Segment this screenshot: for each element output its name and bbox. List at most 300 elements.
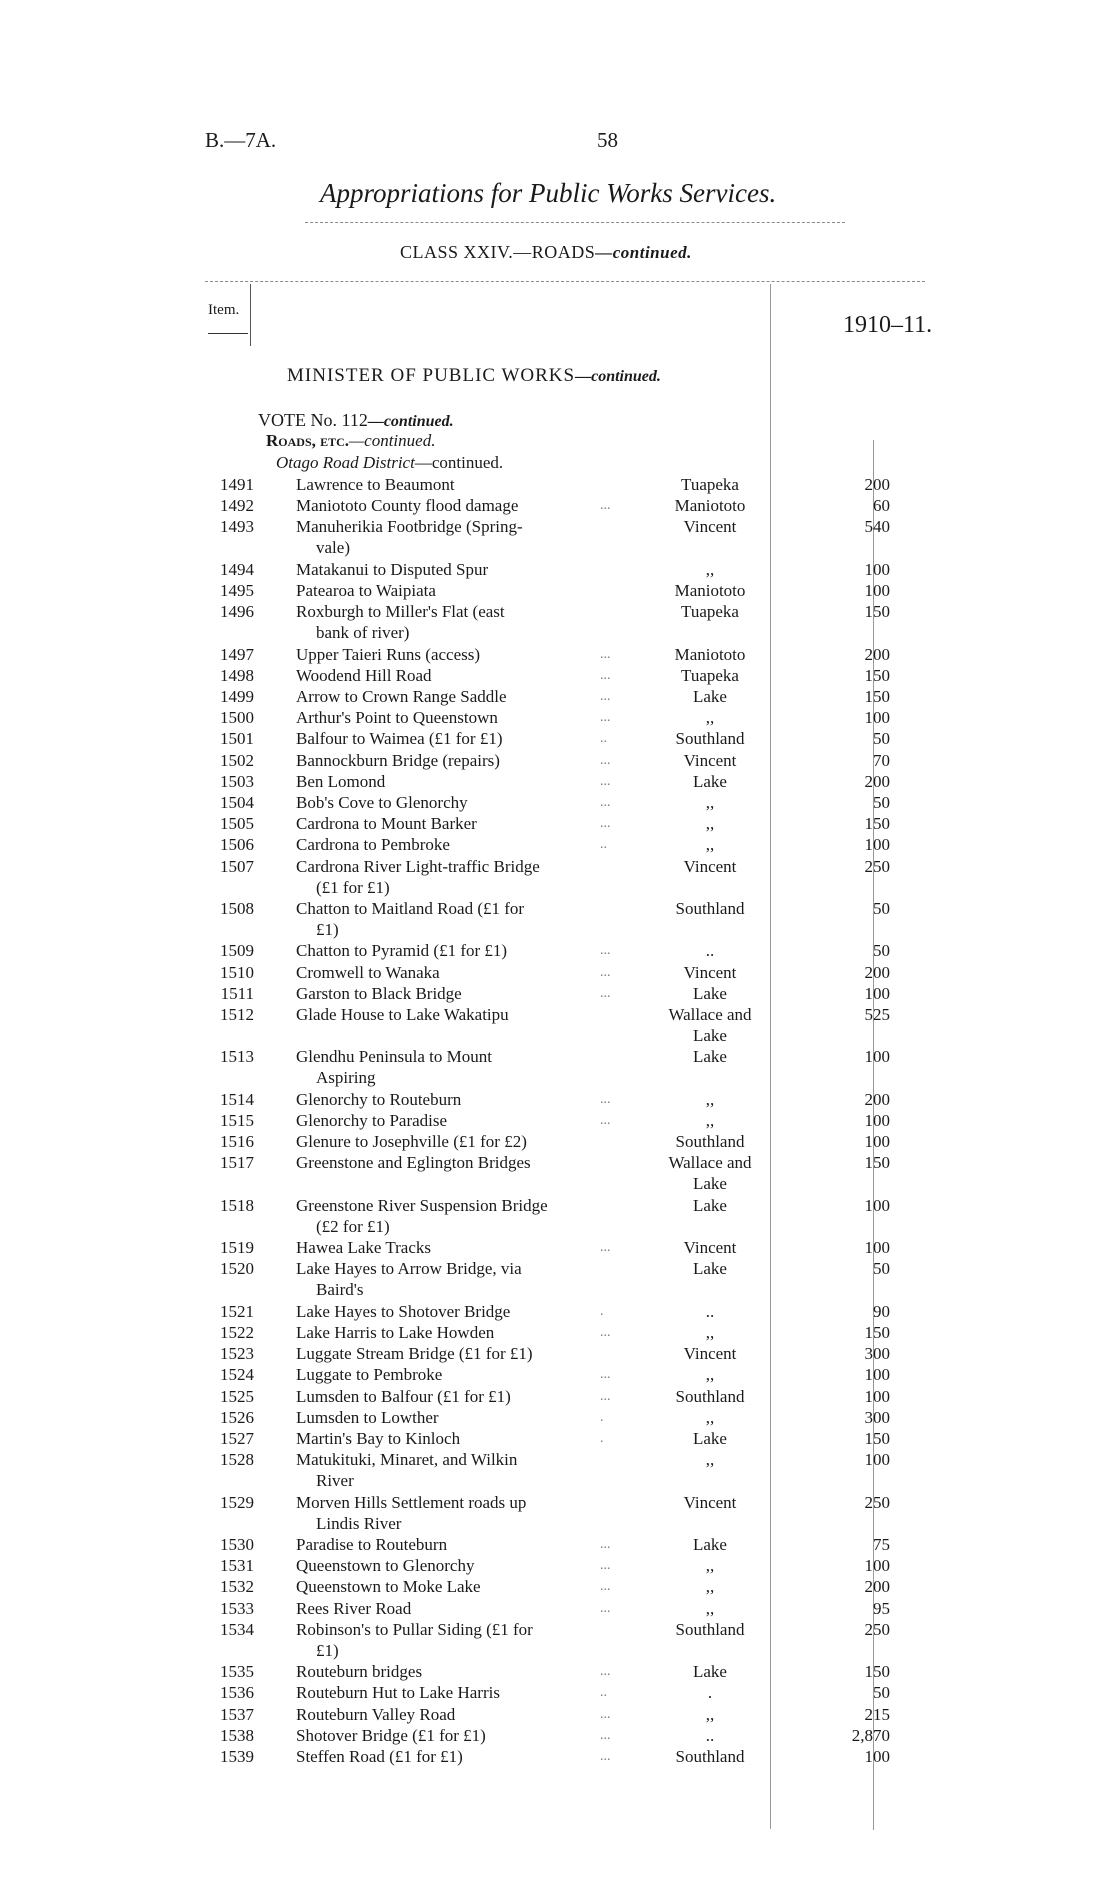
electoral-district: ,, bbox=[705, 793, 715, 812]
item-description-text: Cardrona to Mount Barker bbox=[296, 814, 477, 834]
item-description bbox=[296, 1449, 624, 1491]
item-description bbox=[296, 1576, 624, 1597]
amount: 150 bbox=[864, 665, 890, 685]
amount: 95 bbox=[873, 1598, 890, 1618]
item-description bbox=[296, 1089, 624, 1110]
item-description-text: Bannockburn Bridge (repairs) bbox=[296, 750, 500, 770]
item-description-text: Rees River Road bbox=[296, 1598, 412, 1618]
item-number: 1516 bbox=[220, 1132, 254, 1152]
item-description bbox=[296, 1725, 624, 1746]
item-description-continued: vale) bbox=[316, 538, 350, 558]
item-description-text: Greenstone River Suspension Bridge bbox=[296, 1195, 548, 1215]
item-number: 1504 bbox=[220, 793, 254, 812]
item-description-continued: Aspiring bbox=[316, 1068, 376, 1088]
electoral-district: ,, bbox=[705, 835, 715, 855]
leader-dots: ... bbox=[600, 1388, 611, 1404]
electoral-district: Vincent bbox=[683, 1238, 737, 1258]
item-description bbox=[296, 834, 624, 855]
electoral-district: .. bbox=[705, 1301, 715, 1321]
page-title: Appropriations for Public Works Services. bbox=[320, 178, 777, 208]
item-description bbox=[296, 707, 624, 728]
item-description-continued: bank of river) bbox=[316, 623, 410, 643]
item-description bbox=[296, 728, 624, 749]
electoral-district: ,, bbox=[705, 1323, 715, 1342]
leader-dots: ... bbox=[600, 1113, 611, 1128]
item-description bbox=[296, 495, 624, 516]
item-description bbox=[296, 1386, 624, 1407]
item-number: 1514 bbox=[220, 1089, 254, 1109]
item-description bbox=[296, 771, 624, 792]
item-description-text: Luggate to Pembroke bbox=[296, 1365, 443, 1385]
item-description-text: Martin's Bay to Kinloch bbox=[296, 1429, 461, 1448]
item-number: 1525 bbox=[220, 1386, 254, 1406]
item-description-text: Lake Hayes to Arrow Bridge, via bbox=[296, 1259, 522, 1279]
leader-dots: . bbox=[600, 1431, 604, 1446]
vote-title: VOTE No. 112 bbox=[258, 410, 368, 430]
electoral-district: Vincent bbox=[683, 1492, 737, 1512]
amount: 2,870 bbox=[851, 1725, 890, 1745]
item-description-text: Luggate Stream Bridge (£1 for £1) bbox=[296, 1344, 533, 1364]
amount: 150 bbox=[864, 1323, 890, 1342]
item-description-text: Lawrence to Beaumont bbox=[296, 475, 455, 494]
item-number: 1530 bbox=[220, 1535, 254, 1554]
electoral-district: Lake bbox=[693, 1662, 727, 1682]
item-description-continued: £1) bbox=[316, 1640, 339, 1660]
leader-dots: ... bbox=[600, 1367, 611, 1383]
electoral-district: Lake bbox=[693, 983, 727, 1003]
roads-suffix: —continued. bbox=[349, 431, 436, 450]
electoral-district: Tuapeka bbox=[681, 475, 739, 494]
item-number: 1524 bbox=[220, 1365, 254, 1385]
item-description bbox=[296, 1598, 624, 1619]
class-suffix: —continued. bbox=[595, 243, 692, 262]
amount: 250 bbox=[864, 1619, 890, 1639]
item-description-text: Glendhu Peninsula to Mount bbox=[296, 1047, 492, 1067]
item-description-text: Robinson's to Pullar Siding (£1 for bbox=[296, 1619, 533, 1639]
item-description-text: Cromwell to Wanaka bbox=[296, 962, 440, 982]
item-description-text: Routeburn bridges bbox=[296, 1662, 423, 1682]
electoral-district: Southland bbox=[675, 729, 745, 749]
leader-dots: ... bbox=[600, 943, 611, 959]
item-description-text: Arrow to Crown Range Saddle bbox=[296, 687, 507, 706]
electoral-district: Tuapeka bbox=[681, 602, 739, 622]
amount: 150 bbox=[864, 602, 890, 622]
leader-dots: ... bbox=[600, 816, 611, 832]
electoral-district: Southland bbox=[675, 1386, 745, 1406]
amount: 70 bbox=[873, 750, 890, 770]
amount: 60 bbox=[873, 496, 890, 516]
item-description-text: Matukituki, Minaret, and Wilkin bbox=[296, 1450, 518, 1470]
leader-dots: ... bbox=[600, 1706, 611, 1722]
amount: 150 bbox=[864, 814, 890, 834]
amount: 525 bbox=[864, 1005, 890, 1024]
electoral-district: Lake bbox=[693, 1535, 727, 1554]
item-number: 1518 bbox=[220, 1195, 254, 1215]
item-description-text: Ben Lomond bbox=[296, 771, 386, 791]
item-number: 1500 bbox=[220, 708, 254, 728]
district-title: Otago Road District bbox=[276, 453, 415, 472]
item-number: 1498 bbox=[220, 665, 254, 685]
amount: 100 bbox=[864, 835, 890, 855]
electoral-district: ,, bbox=[705, 1450, 715, 1470]
item-number: 1521 bbox=[220, 1301, 254, 1321]
amount: 100 bbox=[864, 1386, 890, 1406]
item-number: 1501 bbox=[220, 729, 254, 749]
item-number: 1510 bbox=[220, 962, 254, 982]
item-description bbox=[296, 1364, 624, 1385]
item-number: 1536 bbox=[220, 1683, 254, 1703]
item-description bbox=[296, 1237, 624, 1258]
item-description-continued: (£2 for £1) bbox=[316, 1216, 390, 1236]
minister-suffix: —continued. bbox=[575, 368, 661, 385]
item-number: 1531 bbox=[220, 1556, 254, 1576]
electoral-district: Southland bbox=[675, 1619, 745, 1639]
leader-dots: ... bbox=[600, 1537, 611, 1552]
item-number: 1533 bbox=[220, 1598, 254, 1618]
item-number: 1532 bbox=[220, 1577, 254, 1597]
item-number: 1513 bbox=[220, 1047, 254, 1067]
item-description-text: Maniototo County flood damage bbox=[296, 496, 519, 516]
amount: 100 bbox=[864, 1238, 890, 1258]
item-description bbox=[296, 1258, 624, 1300]
item-description-text: Paradise to Routeburn bbox=[296, 1535, 448, 1554]
leader-dots: ... bbox=[600, 773, 611, 789]
amount: 250 bbox=[864, 1492, 890, 1512]
amount: 200 bbox=[864, 962, 890, 982]
electoral-district: Vincent bbox=[683, 856, 737, 876]
item-number: 1538 bbox=[220, 1725, 254, 1745]
item-description bbox=[296, 1746, 624, 1767]
electoral-district: Vincent bbox=[683, 750, 737, 770]
amount: 50 bbox=[873, 1259, 890, 1279]
item-description-text: Lake Harris to Lake Howden bbox=[296, 1323, 495, 1342]
item-number: 1512 bbox=[220, 1005, 254, 1024]
electoral-district: Tuapeka bbox=[681, 665, 739, 685]
electoral-district: ,, bbox=[705, 1577, 715, 1597]
electoral-district: ,, bbox=[705, 1704, 715, 1724]
item-description bbox=[296, 792, 624, 813]
item-description bbox=[296, 1704, 624, 1725]
item-number: 1517 bbox=[220, 1153, 254, 1173]
item-description bbox=[296, 559, 624, 580]
item-description bbox=[296, 750, 624, 771]
amount: 100 bbox=[864, 983, 890, 1003]
electoral-district: .. bbox=[705, 1725, 715, 1745]
electoral-district: .. bbox=[705, 941, 715, 961]
item-number: 1529 bbox=[220, 1492, 254, 1512]
electoral-district: Maniototo bbox=[674, 644, 746, 664]
item-description bbox=[296, 474, 624, 495]
item-column-header: Item. bbox=[208, 302, 240, 318]
item-description-text: Glenure to Josephville (£1 for £2) bbox=[296, 1132, 527, 1152]
vote-suffix: —continued. bbox=[367, 413, 454, 430]
item-description-text: Glenorchy to Paradise bbox=[296, 1111, 448, 1130]
leader-dots: ... bbox=[600, 795, 611, 810]
electoral-district: ,, bbox=[705, 1598, 715, 1618]
item-description bbox=[296, 516, 624, 558]
leader-dots: ... bbox=[600, 1727, 611, 1743]
amount: 90 bbox=[873, 1301, 890, 1321]
amount: 100 bbox=[864, 708, 890, 728]
item-description-text: Balfour to Waimea (£1 for £1) bbox=[296, 729, 503, 749]
amount: 150 bbox=[864, 687, 890, 706]
electoral-district: Southland bbox=[675, 1132, 745, 1152]
amount: 200 bbox=[864, 1577, 890, 1597]
electoral-district: Vincent bbox=[683, 1344, 737, 1364]
item-description-continued: Baird's bbox=[316, 1280, 364, 1300]
amount: 200 bbox=[864, 1089, 890, 1109]
leader-dots: ... bbox=[600, 1579, 611, 1595]
item-description bbox=[296, 962, 624, 983]
amount: 100 bbox=[864, 1365, 890, 1385]
item-description bbox=[296, 1682, 624, 1703]
item-description-text: Matakanui to Disputed Spur bbox=[296, 559, 489, 579]
item-description bbox=[296, 1046, 624, 1088]
item-number: 1506 bbox=[220, 835, 254, 855]
electoral-district: Lake bbox=[693, 771, 727, 791]
item-number: 1492 bbox=[220, 496, 254, 516]
amount: 100 bbox=[864, 1047, 890, 1067]
item-description bbox=[296, 1131, 624, 1152]
amount: 100 bbox=[864, 1195, 890, 1215]
item-description bbox=[296, 1534, 624, 1555]
item-description-text: Garston to Black Bridge bbox=[296, 983, 462, 1003]
item-description-text: Cardrona to Pembroke bbox=[296, 835, 450, 855]
item-description bbox=[296, 601, 624, 643]
item-description-text: Queenstown to Glenorchy bbox=[296, 1556, 475, 1576]
item-description-continued: (£1 for £1) bbox=[316, 877, 390, 897]
leader-dots: ... bbox=[600, 1664, 611, 1680]
item-number: 1534 bbox=[220, 1619, 254, 1639]
leader-dots: ... bbox=[600, 1558, 611, 1574]
leader-dots: ... bbox=[600, 689, 611, 704]
item-number: 1494 bbox=[220, 559, 254, 579]
item-description bbox=[296, 940, 624, 961]
amount: 300 bbox=[864, 1344, 890, 1364]
item-description bbox=[296, 580, 624, 601]
amount: 150 bbox=[864, 1429, 890, 1448]
item-number: 1495 bbox=[220, 581, 254, 600]
electoral-district: ,, bbox=[705, 1407, 715, 1427]
item-description bbox=[296, 983, 624, 1004]
item-description-text: Lumsden to Lowther bbox=[296, 1407, 439, 1427]
item-description-text: Arthur's Point to Queenstown bbox=[296, 708, 498, 728]
item-description-text: Routeburn Valley Road bbox=[296, 1704, 456, 1724]
item-description bbox=[296, 644, 624, 665]
item-description bbox=[296, 1428, 624, 1449]
electoral-district: ,, bbox=[705, 814, 715, 834]
amount: 100 bbox=[864, 1450, 890, 1470]
leader-dots: . bbox=[600, 1303, 604, 1319]
item-number: 1523 bbox=[220, 1344, 254, 1364]
item-description-text: Upper Taieri Runs (access) bbox=[296, 644, 481, 664]
item-description-continued: Lindis River bbox=[316, 1513, 402, 1533]
amount: 100 bbox=[864, 1111, 890, 1130]
electoral-district: Southland bbox=[675, 1747, 745, 1766]
amount: 100 bbox=[864, 1132, 890, 1152]
item-number: 1502 bbox=[220, 750, 254, 770]
electoral-district: Lake bbox=[693, 1047, 727, 1067]
amount: 250 bbox=[864, 856, 890, 876]
item-number: 1526 bbox=[220, 1407, 254, 1427]
item-number: 1522 bbox=[220, 1323, 254, 1342]
item-description-text: Hawea Lake Tracks bbox=[296, 1238, 432, 1258]
item-description bbox=[296, 1492, 624, 1534]
amount: 50 bbox=[873, 1683, 890, 1703]
item-number: 1511 bbox=[220, 983, 254, 1003]
amount: 150 bbox=[864, 1662, 890, 1682]
item-description bbox=[296, 813, 624, 834]
item-description-text: Lumsden to Balfour (£1 for £1) bbox=[296, 1386, 511, 1406]
leader-dots: ... bbox=[600, 1091, 611, 1107]
amount: 100 bbox=[864, 559, 890, 579]
item-description bbox=[296, 1152, 624, 1173]
item-description-text: Lake Hayes to Shotover Bridge bbox=[296, 1301, 511, 1321]
item-number: 1507 bbox=[220, 856, 254, 876]
item-description bbox=[296, 1195, 624, 1237]
leader-dots: ... bbox=[600, 1600, 611, 1616]
item-description-text: Cardrona River Light-traffic Bridge bbox=[296, 856, 540, 876]
leader-dots: .. bbox=[600, 731, 607, 747]
amount: 540 bbox=[864, 517, 890, 537]
electoral-district: Wallace and Lake bbox=[668, 1153, 752, 1194]
item-description bbox=[296, 1322, 624, 1343]
item-description bbox=[296, 1301, 624, 1322]
amount: 200 bbox=[864, 475, 890, 494]
electoral-district: ,, bbox=[705, 1111, 715, 1130]
leader-dots: ... bbox=[600, 646, 611, 662]
amount: 50 bbox=[873, 941, 890, 961]
electoral-district: Vincent bbox=[683, 962, 737, 982]
item-description-text: Patearoa to Waipiata bbox=[296, 581, 436, 600]
electoral-district: Vincent bbox=[683, 517, 737, 537]
electoral-district: Maniototo bbox=[674, 496, 746, 516]
roads-title: Roads, etc. bbox=[266, 431, 350, 450]
item-description bbox=[296, 1555, 624, 1576]
item-description bbox=[296, 665, 624, 686]
amount: 75 bbox=[873, 1535, 890, 1554]
leader-dots: ... bbox=[600, 498, 611, 514]
electoral-district: Lake bbox=[693, 1429, 727, 1448]
electoral-district: ,, bbox=[705, 1089, 715, 1109]
district-suffix: —continued. bbox=[414, 453, 504, 472]
item-number: 1509 bbox=[220, 941, 254, 961]
leader-dots: ... bbox=[600, 985, 611, 1001]
amount: 100 bbox=[864, 1747, 890, 1766]
item-number: 1493 bbox=[220, 517, 254, 537]
item-description bbox=[296, 1004, 624, 1025]
amount: 50 bbox=[873, 899, 890, 918]
electoral-district: Lake bbox=[693, 1195, 727, 1215]
item-number: 1505 bbox=[220, 814, 254, 834]
item-description-continued: £1) bbox=[316, 920, 339, 939]
electoral-district: ,, bbox=[705, 1556, 715, 1576]
leader-dots: . bbox=[600, 1409, 604, 1425]
electoral-district: ,, bbox=[705, 1365, 715, 1385]
item-description bbox=[296, 1619, 624, 1661]
leader-dots: ... bbox=[600, 667, 611, 683]
amount: 200 bbox=[864, 771, 890, 791]
leader-dots: ... bbox=[600, 964, 611, 980]
leader-dots: ... bbox=[600, 1325, 611, 1340]
item-number: 1497 bbox=[220, 644, 254, 664]
item-description bbox=[296, 686, 624, 707]
item-description bbox=[296, 856, 624, 898]
item-number: 1537 bbox=[220, 1704, 254, 1724]
leader-dots: .. bbox=[600, 837, 607, 853]
item-description-text: Woodend Hill Road bbox=[296, 665, 432, 685]
class-title: CLASS XXIV.—ROADS bbox=[400, 242, 596, 262]
electoral-district: Lake bbox=[693, 1259, 727, 1279]
item-number: 1515 bbox=[220, 1111, 254, 1130]
item-description-text: Glenorchy to Routeburn bbox=[296, 1089, 462, 1109]
item-number: 1539 bbox=[220, 1747, 254, 1766]
item-description bbox=[296, 1343, 624, 1364]
leader-dots: ... bbox=[600, 1749, 611, 1764]
item-description bbox=[296, 1110, 624, 1131]
electoral-district: Maniototo bbox=[674, 581, 746, 600]
minister-title: MINISTER OF PUBLIC WORKS bbox=[287, 365, 576, 386]
item-number: 1496 bbox=[220, 602, 254, 622]
item-description-text: Manuherikia Footbridge (Spring- bbox=[296, 517, 523, 537]
item-description-text: Routeburn Hut to Lake Harris bbox=[296, 1683, 500, 1703]
item-description bbox=[296, 1407, 624, 1428]
amount: 215 bbox=[864, 1704, 890, 1724]
item-description-text: Chatton to Maitland Road (£1 for bbox=[296, 899, 525, 918]
amount: 100 bbox=[864, 581, 890, 600]
item-number: 1535 bbox=[220, 1662, 254, 1682]
item-number: 1503 bbox=[220, 771, 254, 791]
item-description-text: Steffen Road (£1 for £1) bbox=[296, 1747, 463, 1766]
leader-dots: ... bbox=[600, 752, 611, 768]
year-column-header: 1910–11. bbox=[843, 312, 933, 338]
electoral-district: Lake bbox=[693, 687, 727, 706]
document-reference: B.—7A. bbox=[205, 128, 277, 152]
electoral-district: ,, bbox=[705, 559, 715, 579]
electoral-district: . bbox=[707, 1683, 713, 1703]
item-description-text: Queenstown to Moke Lake bbox=[296, 1577, 481, 1597]
item-number: 1520 bbox=[220, 1259, 254, 1279]
amount: 50 bbox=[873, 729, 890, 749]
amount: 150 bbox=[864, 1153, 890, 1173]
item-description bbox=[296, 1661, 624, 1682]
leader-dots: ... bbox=[600, 710, 611, 726]
amount: 50 bbox=[873, 793, 890, 812]
item-number: 1519 bbox=[220, 1238, 254, 1258]
item-number: 1527 bbox=[220, 1429, 254, 1448]
item-description-text: Greenstone and Eglington Bridges bbox=[296, 1153, 531, 1173]
amount: 200 bbox=[864, 644, 890, 664]
item-description-text: Morven Hills Settlement roads up bbox=[296, 1492, 527, 1512]
item-description-text: Shotover Bridge (£1 for £1) bbox=[296, 1725, 486, 1745]
electoral-district: Southland bbox=[675, 899, 745, 918]
item-description bbox=[296, 898, 624, 940]
item-description-text: Roxburgh to Miller's Flat (east bbox=[296, 602, 505, 622]
item-description-text: Glade House to Lake Wakatipu bbox=[296, 1005, 509, 1024]
page-number: 58 bbox=[597, 128, 618, 152]
item-number: 1508 bbox=[220, 899, 254, 918]
item-number: 1528 bbox=[220, 1450, 254, 1470]
amount: 100 bbox=[864, 1556, 890, 1576]
item-number: 1499 bbox=[220, 687, 254, 706]
item-description-text: Chatton to Pyramid (£1 for £1) bbox=[296, 941, 508, 961]
electoral-district: ,, bbox=[705, 708, 715, 728]
leader-dots: ... bbox=[600, 1240, 611, 1256]
item-number: 1491 bbox=[220, 475, 254, 494]
amount: 300 bbox=[864, 1407, 890, 1427]
leader-dots: .. bbox=[600, 1685, 607, 1701]
item-description-text: Bob's Cove to Glenorchy bbox=[296, 793, 468, 812]
